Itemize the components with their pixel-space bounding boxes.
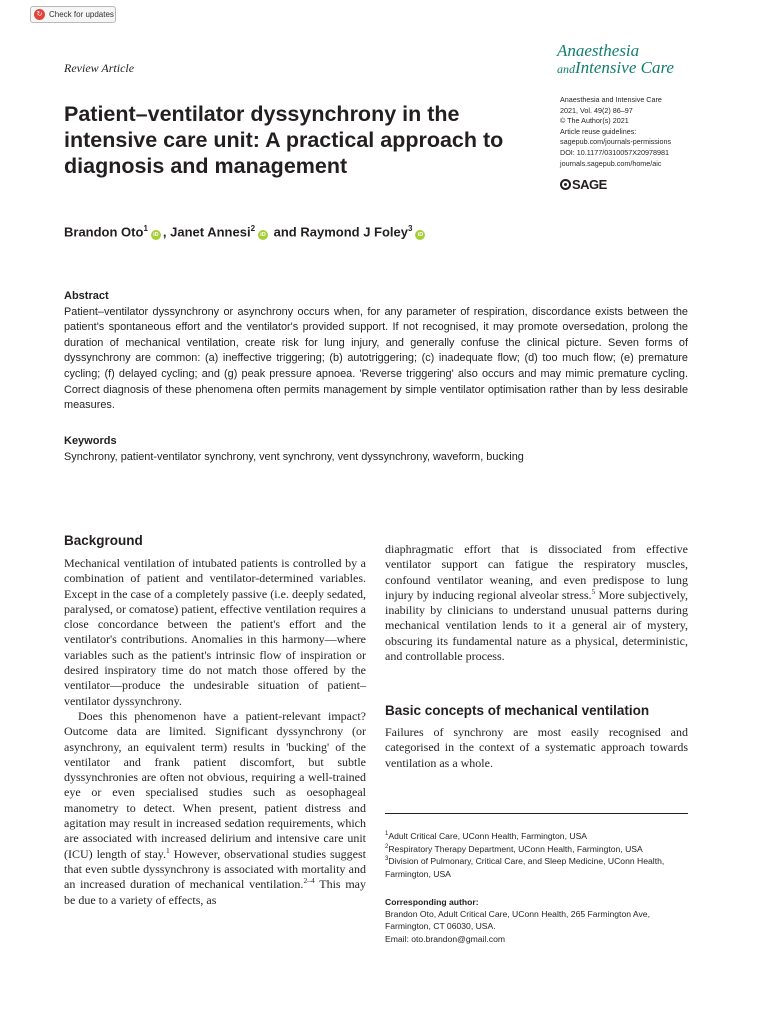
- journal-name-and: and: [557, 62, 575, 76]
- author-name: Brandon Oto: [64, 224, 144, 240]
- keywords-label: Keywords: [64, 435, 117, 447]
- corresponding-author-address: Brandon Oto, Adult Critical Care, UConn Health, 265 Farmington Ave, Farmington, CT 06030, USA.: [385, 909, 650, 932]
- citation-mark[interactable]: 1: [166, 845, 170, 855]
- author-separator: ,: [162, 224, 171, 240]
- citation-mark[interactable]: 2–4: [303, 876, 315, 886]
- citation-mark[interactable]: 5: [591, 586, 596, 596]
- abstract-label: Abstract: [64, 290, 109, 302]
- corresponding-author-email[interactable]: Email: oto.brandon@gmail.com: [385, 933, 506, 944]
- author-affiliation-mark: 2: [250, 224, 256, 233]
- check-for-updates-button[interactable]: [30, 6, 116, 23]
- affiliation-text: Adult Critical Care, UConn Health, Farmington, USA: [388, 831, 588, 841]
- publisher-name: SAGE: [572, 177, 607, 192]
- abstract-text: Patient–ventilator dyssynchrony or asynchrony occurs when, for any parameter of respiration, discordance exists between the patient's spontaneous effort and the ventilator's provided support. If not recognised, it may promote oversedation, prolong the duration of mechanical ventilation, create risk for lung injury, and generally confuse the clinical picture. Seven forms of dyssynchrony are common: (a) ineffective triggering; (b) autotriggering; (c) inadequate flow; (d) too much flow; (e) premature cycling; (f) delayed cycling; and (g) peak pressure apnoea. 'Reverse triggering' also occurs and may mimic premature cycling. Correct diagnosis of these phenomena often permits management by simple ventilator optimisation rather than by less desirable measures.: [64, 305, 688, 412]
- affiliations: [385, 830, 688, 880]
- corresponding-author-label: Corresponding author:: [385, 897, 479, 907]
- body-column-left: [64, 556, 366, 908]
- body-paragraph: Failures of synchrony are most easily recognised and categorised in the context of a systematic approach towards ventilation as a whole.: [385, 725, 688, 770]
- footnote-divider: [385, 813, 688, 814]
- affiliation-text: Respiratory Therapy Department, UConn Health, Farmington, USA: [388, 843, 643, 854]
- body-text: diaphragmatic effort that is dissociated from effective ventilator support can fatigue the respiratory muscles, confound ventilator weaning, and even predispose to lung injury by inducing regional alveolar stress.: [385, 542, 688, 602]
- article-type: Review Article: [64, 61, 135, 75]
- journal-logo: [557, 42, 674, 77]
- body-column-right: [385, 542, 688, 664]
- affiliation-mark: 2: [385, 843, 389, 850]
- corresponding-author: [385, 896, 688, 945]
- body-text: More subjectively, inability by clinicians to understand unusual patterns during mechanical ventilation lends to it a general air of mystery, obscuring its fundamental nature as a physical, deterministic, and controllable process.: [385, 587, 688, 664]
- meta-doi[interactable]: DOI: 10.1177/0310057X20978981: [560, 147, 669, 157]
- author-separator: and: [270, 224, 301, 240]
- update-icon: ↻: [34, 9, 45, 20]
- affiliation-text: Division of Pulmonary, Critical Care, and Sleep Medicine, UConn Health, Farmington, USA: [385, 856, 665, 879]
- meta-copyright: © The Author(s) 2021: [560, 116, 629, 126]
- publication-meta: [560, 95, 671, 169]
- author-affiliation-mark: 3: [408, 224, 413, 233]
- author-name: Janet Annesi: [170, 224, 251, 240]
- body-paragraph: Mechanical ventilation of intubated patients is controlled by a combination of patient and ventilator-determined variables. Except in the case of a completely passive (i.e. deeply sedated, paralysed, or comatose) patient, effective ventilation requires a close concordance between the patient's effort and the ventilator's contributions. Anomalies in this harmony—where variables such as the patient's intrinsic flow of inspiration or desired inspiratory time do not match those offered by the ventilator—produce the undesirable situation of patient–ventilator dyssynchrony.: [64, 556, 366, 708]
- orcid-icon[interactable]: iD: [415, 230, 425, 240]
- body-text: Does this phenomenon have a patient-relevant impact? Outcome data are limited. Significant dyssynchrony (or asynchrony, an equivalent term) results in 'bucking' of the ventilator and frank patient discomfort, but subtle dyssynchronies are often not obvious, requiring a well-trained eye or even specialised studies such as oesophageal manometry to detect. When present, patient distress and agitation may result in increased sedation requirements, which are associated with increased delirium and intensive care unit (ICU) length of stay.: [64, 708, 366, 861]
- body-text: This may be due to a variety of effects, as: [64, 877, 367, 907]
- abstract: [64, 289, 688, 414]
- author-list: [64, 224, 427, 240]
- meta-homepage-link[interactable]: journals.sagepub.com/home/aic: [560, 158, 662, 168]
- publisher-logo: [560, 177, 607, 192]
- affiliation-item: [385, 855, 688, 880]
- check-for-updates-label: Check for updates: [49, 10, 114, 19]
- affiliation-item: [385, 843, 688, 856]
- author-name: Raymond J Foley: [300, 224, 408, 240]
- keywords-text: Synchrony, patient-ventilator synchrony, vent synchrony, vent dyssynchrony, waveform, bucking: [64, 450, 524, 463]
- sage-logo-icon: [560, 179, 571, 190]
- section-heading-basic-concepts: Basic concepts of mechanical ventilation: [385, 703, 650, 718]
- keywords: [64, 434, 688, 465]
- meta-volume: 2021, Vol. 49(2) 86–97: [560, 105, 633, 115]
- orcid-icon[interactable]: iD: [151, 230, 161, 240]
- journal-name-line2: Intensive Care: [575, 58, 674, 77]
- affiliation-mark: 3: [385, 856, 389, 863]
- article-title: Patient–ventilator dyssynchrony in the intensive care unit: A practical approach to diagnosis and management: [64, 102, 504, 178]
- affiliation-item: [385, 830, 688, 843]
- meta-reuse-label: Article reuse guidelines:: [560, 126, 637, 136]
- author-affiliation-mark: 1: [143, 224, 148, 233]
- affiliation-mark: 1: [385, 831, 389, 838]
- body-paragraph: [64, 709, 366, 908]
- orcid-icon[interactable]: iD: [258, 230, 268, 240]
- meta-journal: Anaesthesia and Intensive Care: [560, 95, 662, 104]
- body-text: However, observational studies suggest that even subtle dyssynchrony is associated with mortality and an increased duration of mechanical ventilation.: [64, 846, 366, 892]
- meta-permissions-link[interactable]: sagepub.com/journals-permissions: [560, 137, 672, 147]
- journal-name-line1: Anaesthesia: [557, 41, 640, 60]
- section-heading-background: Background: [64, 533, 143, 548]
